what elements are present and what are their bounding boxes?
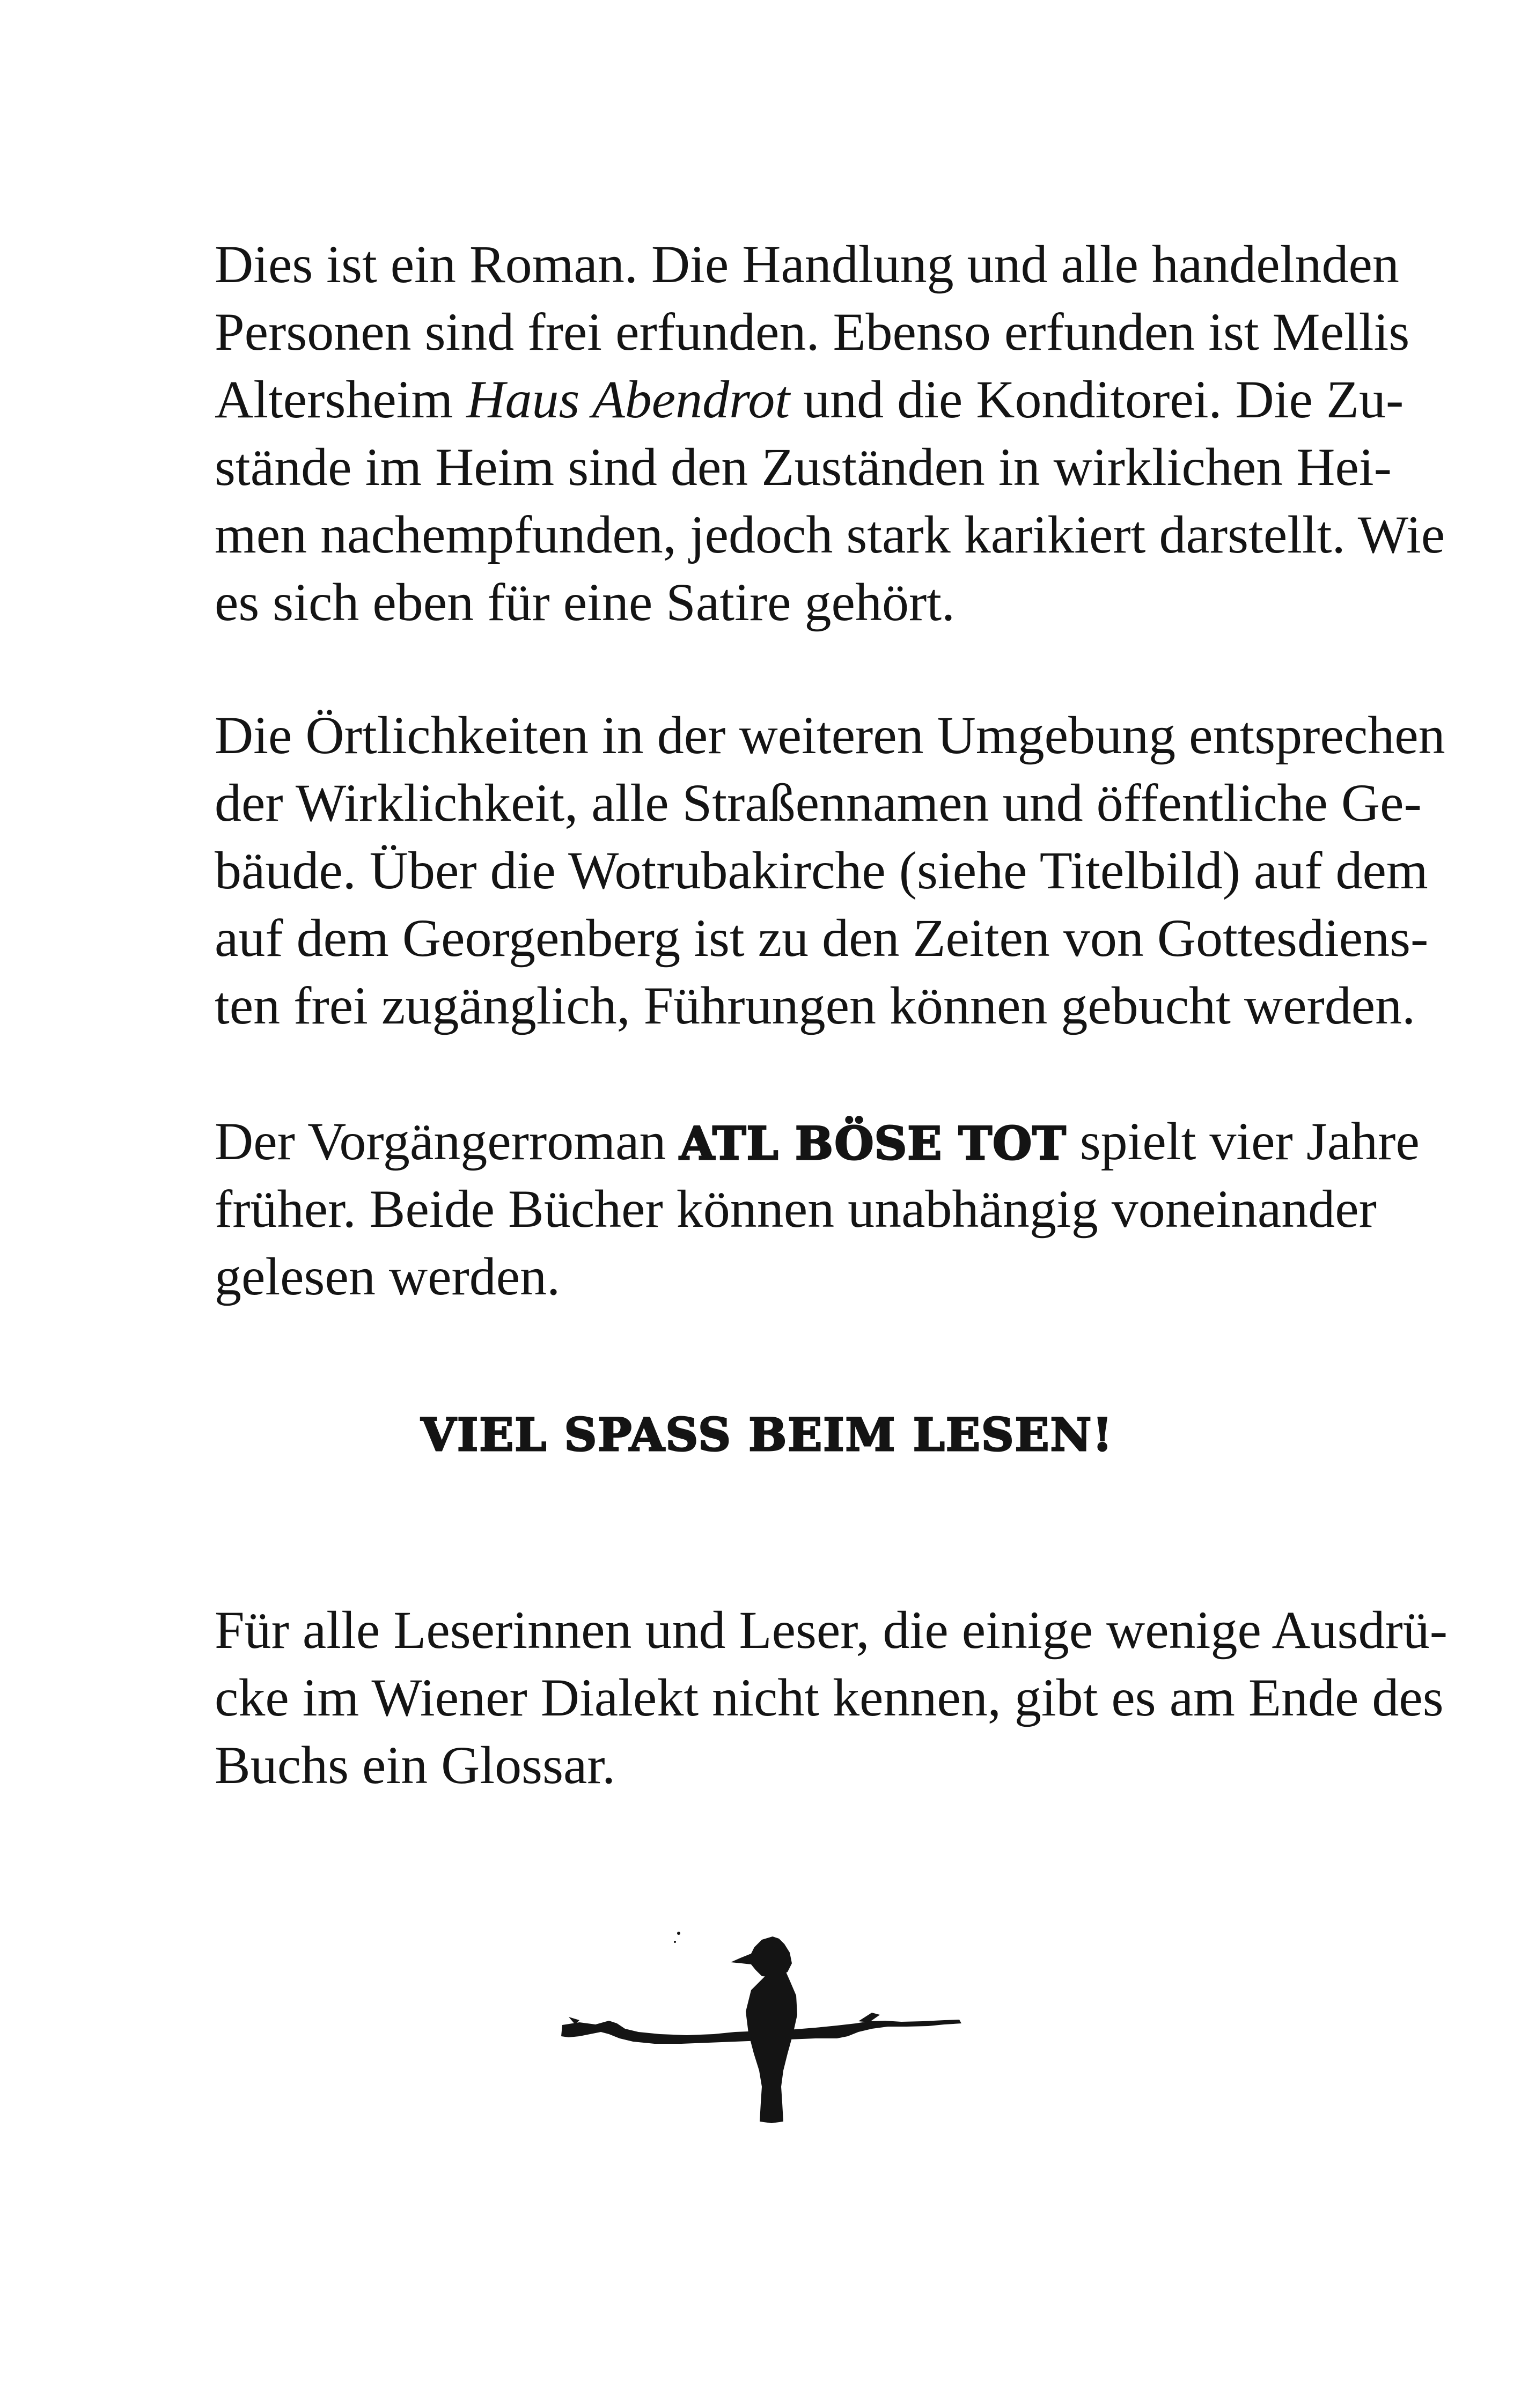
glossary-note-paragraph xyxy=(215,1596,1448,1799)
text-line: ten frei zugänglich, Führungen können gebucht werden. xyxy=(215,976,1416,1035)
text-line: gelesen werden. xyxy=(215,1247,561,1306)
text-line xyxy=(215,1108,1420,1175)
text-line: bäude. Über die Wotrubakirche (siehe Titelbild) auf dem xyxy=(215,841,1428,900)
text-line: Personen sind frei erfunden. Ebenso erfunden ist Mellis xyxy=(215,302,1410,362)
crow-on-branch-icon xyxy=(558,1910,966,2135)
text-line xyxy=(215,366,1404,433)
text-line: es sich eben für eine Satire gehört. xyxy=(215,572,956,632)
text-line: men nachempfunden, jedoch stark karikiert darstellt. Wie xyxy=(215,505,1445,564)
slogan-heading: VIEL SPASS BEIM LESEN! xyxy=(421,1408,1114,1461)
text-line: cke im Wiener Dialekt nicht kennen, gibt es am Ende des xyxy=(215,1668,1444,1727)
text-line: Die Örtlichkeiten in der weiteren Umgebung entsprechen xyxy=(215,705,1445,765)
text-fragment: Altersheim xyxy=(215,370,467,429)
previous-novel-title: ATL BÖSE TOT xyxy=(679,1117,1067,1170)
text-line: Buchs ein Glossar. xyxy=(215,1735,616,1795)
text-fragment: und die Konditorei. Die Zu- xyxy=(790,370,1404,429)
text-line: stände im Heim sind den Zuständen in wirklichen Hei- xyxy=(215,437,1392,497)
disclaimer-paragraph xyxy=(215,231,1445,636)
text-line: der Wirklichkeit, alle Straßennamen und öffentliche Ge- xyxy=(215,773,1422,833)
text-line: früher. Beide Bücher können unabhängig voneinander xyxy=(215,1179,1377,1239)
previous-novel-paragraph xyxy=(215,1108,1420,1310)
text-line: Dies ist ein Roman. Die Handlung und alle handelnden xyxy=(215,234,1399,294)
locations-paragraph xyxy=(215,702,1445,1040)
text-line: Für alle Leserinnen und Leser, die einige wenige Ausdrü- xyxy=(215,1600,1448,1660)
home-name-italic: Haus Abendrot xyxy=(466,370,790,429)
text-line: auf dem Georgenberg ist zu den Zeiten von Gottesdiens- xyxy=(215,908,1429,968)
text-fragment: Der Vorgängerroman xyxy=(215,1111,680,1171)
text-fragment: spielt vier Jahre xyxy=(1066,1111,1420,1171)
